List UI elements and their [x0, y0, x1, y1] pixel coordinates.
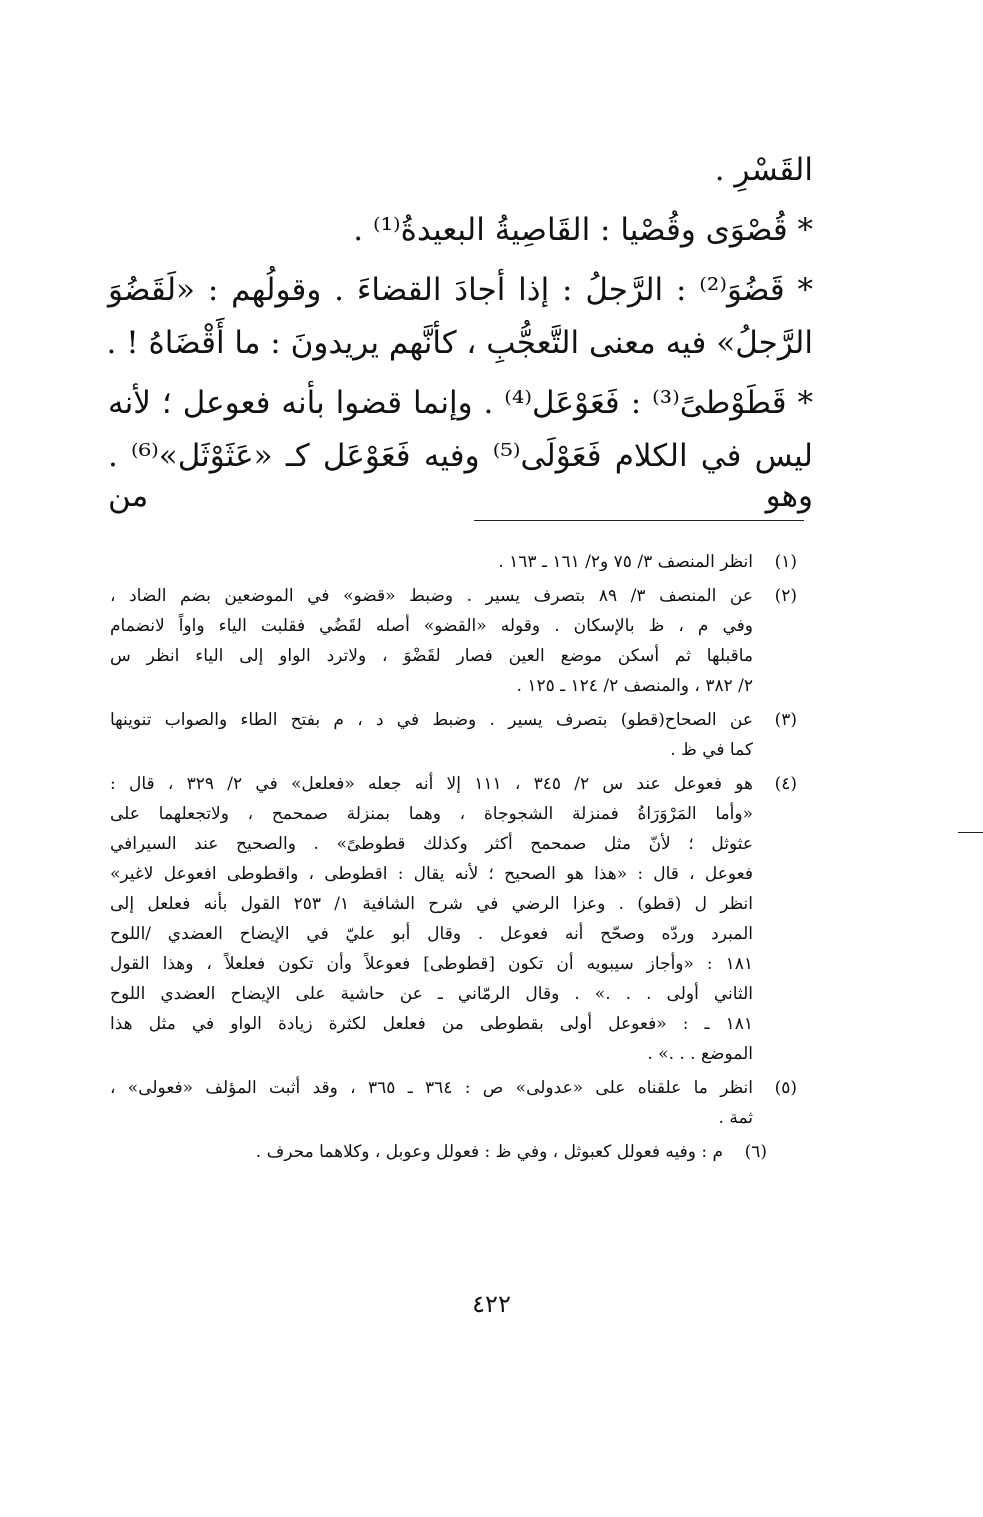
footnote-4: [110, 769, 797, 1069]
margin-tick: [958, 832, 983, 833]
main-line-1: القَسْرِ .: [714, 152, 813, 188]
footnote-number: (٣): [774, 710, 797, 730]
footnote-line: م : وفيه فعولل كعبوثل ، وفي ظ : فعولل وعوبل ، وكلاهما محرف .: [255, 1142, 723, 1162]
footnote-line: الموضع . . .» .: [647, 1044, 753, 1064]
footnote-6: [110, 1137, 767, 1167]
footnote-number: (٥): [774, 1078, 797, 1098]
footnote-line: وفي م ، ظ بالإسكان . وقوله «القضو» أصله لقَضُي فقلبت الياء واواً لانضمام: [110, 616, 753, 636]
footnote-line: هو فعوعل عند س ٢/ ٣٤٥ ، ١١١ إلا أنه جعله «فعلعل» في ٢/ ٣٢٩ ، قال :: [110, 774, 753, 794]
footnote-1: [110, 547, 797, 577]
main-line-2: * قُصْوَى وقُصْيا : القَاصِيةُ البعيدةُ⁽¹⁾ .: [353, 212, 813, 248]
main-line-3: * قَضُوَ⁽²⁾ : الرَّجلُ : إذا أجادَ القضاءَ . وقولُهم : «لَقَضُوَ: [108, 272, 813, 308]
footnote-line: ١٨١ : «وأجاز سيبويه أن تكون [قطوطى] فعوعلاً وأن تكون فعلعلاً ، وهذا القول: [110, 954, 753, 974]
footnote-number: (١): [774, 552, 797, 572]
footnote-line: فعوعل ، قال : «هذا هو الصحيح ؛ لأنه يقال : اقطوطى ، واقطوطى افعوعل لاغير»: [110, 864, 753, 884]
footnote-line: عثوثل ؛ لأنّ مثل صمحمح أكثر وكذلك قطوطىً» . والصحيح عند السيرافي: [110, 834, 753, 854]
footnote-number: (٦): [744, 1142, 767, 1162]
footnote-line: عن المنصف ٣/ ٨٩ بتصرف يسير . وضبط «قضو» في الموضعين بضم الضاد ،: [110, 586, 753, 606]
footnote-line: ١٨١ ـ : «فعوعل أولى بقطوطى من فعلعل لكثرة زيادة الواو في مثل هذا: [110, 1014, 753, 1034]
page-number: ٤٢٢: [472, 1290, 511, 1318]
footnote-line: انظر ل (قطو) . وعزا الرضي في شرح الشافية ١/ ٢٥٣ القول بأنه فعلعل إلى: [110, 894, 753, 914]
footnote-number: (٤): [774, 774, 797, 794]
footnote-line: ٢/ ٣٨٢ ، والمنصف ٢/ ١٢٤ ـ ١٢٥ .: [516, 676, 753, 696]
footnote-5: [110, 1073, 797, 1133]
footnote-line: المبرد وردّه وصحّح أنه فعوعل . وقال أبو عليّ في الإيضاح العضدي /اللوح: [110, 924, 753, 944]
footnote-line: انظر ما علقناه على «عدولى» ص : ٣٦٤ ـ ٣٦٥ ، وقد أثبت المؤلف «فعولى» ،: [110, 1078, 753, 1098]
main-line-4: الرَّجلُ» فيه معنى التَّعجُّبِ ، كأنَّهم يريدونَ : ما أَقْضَاهُ ! .: [106, 325, 813, 361]
footnote-line: ماقبلها ثم أسكن موضع العين فصار لقَضْوَ ، ولاترد الواو إلى الياء انظر س: [110, 646, 753, 666]
footnote-3: [110, 705, 797, 765]
footnotes: [110, 547, 797, 1171]
footnote-line: عن الصحاح(قطو) بتصرف يسير . وضبط في د ، م بفتح الطاء والصواب تنوينها: [110, 710, 753, 730]
footnote-divider: [474, 520, 804, 521]
main-line-5: * قَطَوْطىً⁽³⁾ : فَعَوْعَل⁽⁴⁾ . وإنما قضوا بأنه فعوعل ؛ لأنه: [108, 385, 813, 421]
footnote-line: كما في ظ .: [670, 740, 753, 760]
main-text: [108, 150, 813, 516]
footnote-number: (٢): [774, 586, 797, 606]
footnote-line: انظر المنصف ٣/ ٧٥ و٢/ ١٦١ ـ ١٦٣ .: [498, 552, 753, 572]
footnote-line: الثاني أولى . . .» . وقال الرمّاني ـ عن حاشية على الإيضاح العضدي اللوح: [110, 984, 753, 1004]
footnote-line: «وأما المَرْوَرَاةُ فمنزلة الشجوجاة ، وهما بمنزلة صمحمح ، ولاتجعلهما على: [110, 804, 753, 824]
main-line-6: ليس في الكلام فَعَوْلَى⁽⁵⁾ وفيه فَعَوْعَل كـ «عَثَوْثَل»⁽⁶⁾ . وهو من: [108, 438, 813, 514]
footnote-2: [110, 581, 797, 701]
footnote-line: ثمة .: [718, 1108, 753, 1128]
